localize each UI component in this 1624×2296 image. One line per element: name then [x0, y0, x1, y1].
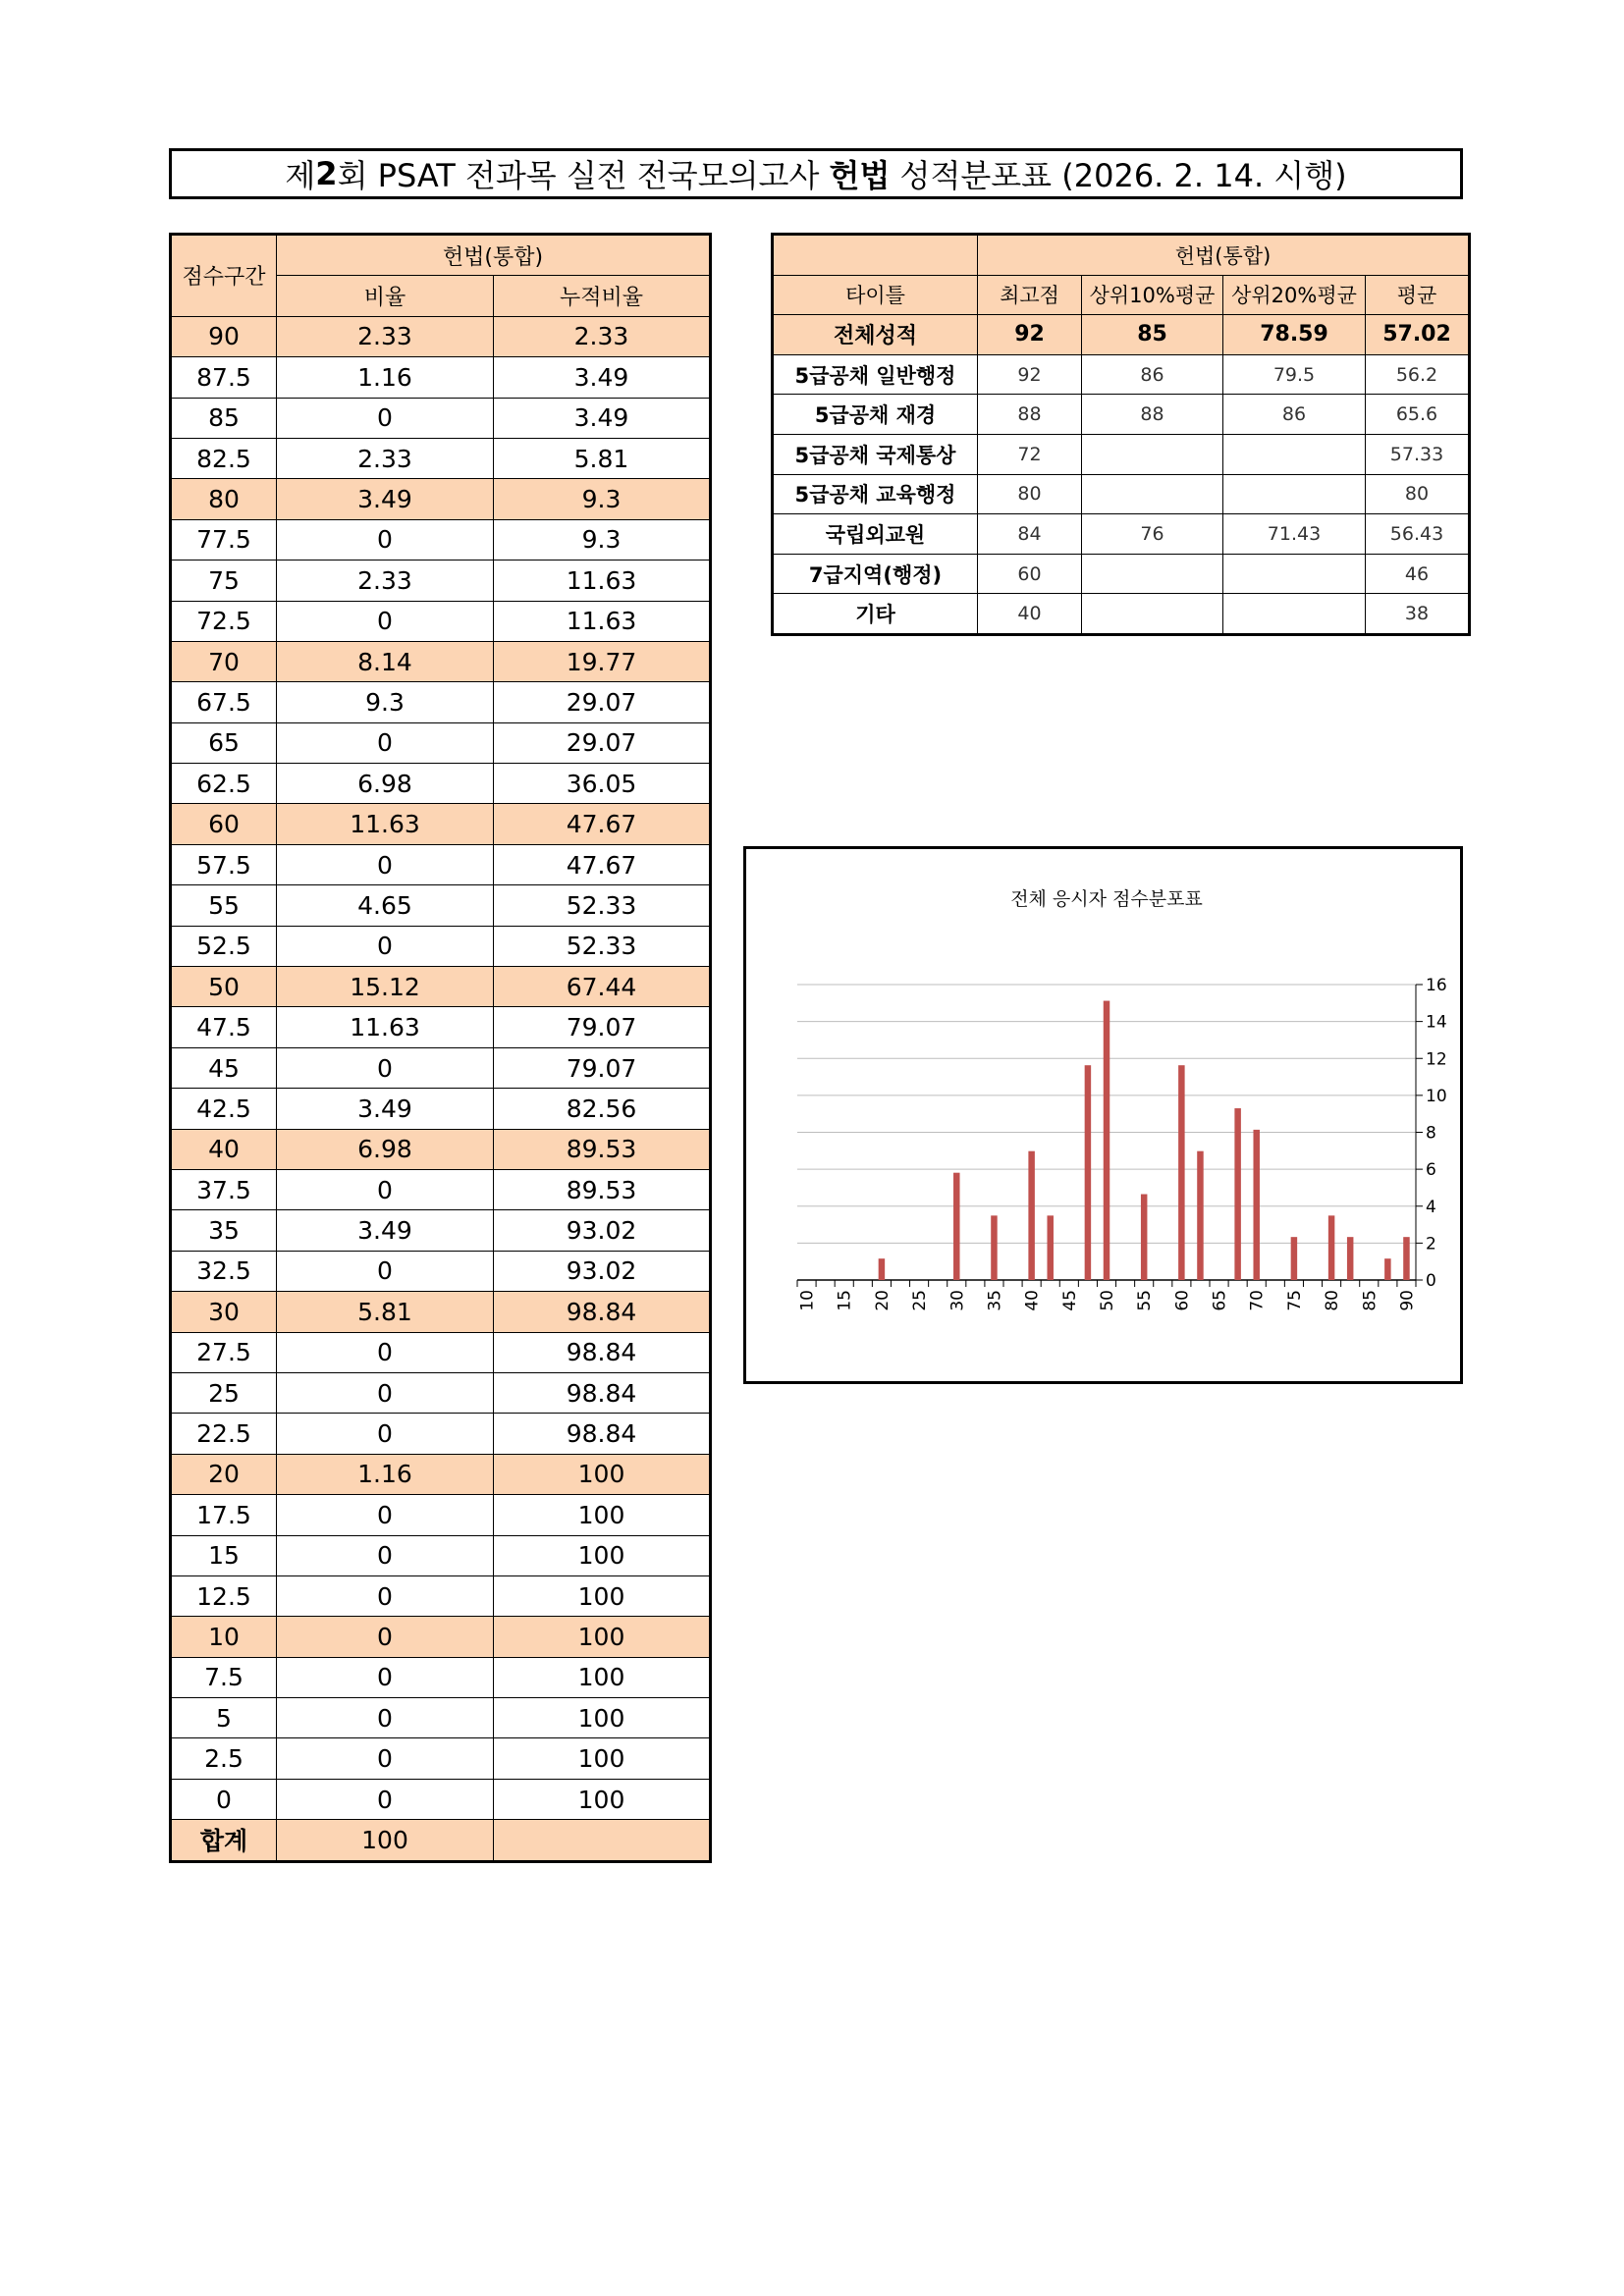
ratio-cell: 2.33	[277, 316, 494, 356]
score-cell: 90	[171, 316, 277, 356]
x-tick-label: 90	[1397, 1290, 1418, 1311]
ratio-cell: 8.14	[277, 641, 494, 681]
x-tick-label: 75	[1284, 1290, 1305, 1311]
summary-max-cell: 40	[978, 594, 1082, 635]
summary-top20-cell	[1223, 554, 1366, 594]
distribution-row	[171, 601, 711, 641]
summary-label-cell: 국립외교원	[773, 514, 978, 555]
distribution-row	[171, 926, 711, 966]
ratio-cell: 11.63	[277, 804, 494, 844]
cumulative-cell: 100	[494, 1617, 711, 1657]
score-cell: 22.5	[171, 1414, 277, 1454]
score-cell: 72.5	[171, 601, 277, 641]
cumulative-cell: 11.63	[494, 561, 711, 601]
score-cell: 37.5	[171, 1169, 277, 1209]
cumulative-cell: 93.02	[494, 1210, 711, 1251]
x-tick-label: 65	[1210, 1290, 1230, 1311]
ratio-cell: 0	[277, 601, 494, 641]
score-cell: 32.5	[171, 1251, 277, 1291]
bar	[953, 1173, 959, 1280]
ratio-cell: 2.33	[277, 438, 494, 478]
cumulative-cell: 98.84	[494, 1292, 711, 1332]
score-cell: 62.5	[171, 764, 277, 804]
summary-top20-cell: 71.43	[1223, 514, 1366, 555]
distribution-row	[171, 1617, 711, 1657]
ratio-cell: 5.81	[277, 1292, 494, 1332]
distribution-row	[171, 438, 711, 478]
bar	[1178, 1065, 1184, 1280]
x-tick-label: 15	[835, 1290, 855, 1311]
summary-top20-cell: 79.5	[1223, 354, 1366, 395]
score-cell: 40	[171, 1129, 277, 1169]
y-tick-label: 10	[1426, 1086, 1447, 1106]
ratio-cell: 0	[277, 1575, 494, 1616]
distribution-row	[171, 1779, 711, 1819]
cumulative-cell: 47.67	[494, 844, 711, 884]
bar	[879, 1258, 885, 1280]
distribution-row	[171, 357, 711, 398]
score-cell: 45	[171, 1047, 277, 1088]
chart-svg	[746, 849, 1460, 1381]
distribution-row	[171, 561, 711, 601]
summary-top10-cell	[1082, 434, 1223, 474]
summary-avg-cell: 57.33	[1366, 434, 1470, 474]
summary-row	[773, 554, 1470, 594]
ratio-cell: 0	[277, 1047, 494, 1088]
distribution-row	[171, 885, 711, 926]
ratio-cell: 15.12	[277, 967, 494, 1007]
cumulative-cell: 52.33	[494, 885, 711, 926]
ratio-cell: 6.98	[277, 1129, 494, 1169]
summary-top10-cell: 88	[1082, 395, 1223, 435]
bar	[1291, 1237, 1297, 1280]
cumulative-cell: 29.07	[494, 722, 711, 763]
score-cell: 60	[171, 804, 277, 844]
total-ratio-cell: 100	[277, 1820, 494, 1861]
ratio-cell: 0	[277, 1535, 494, 1575]
cumulative-cell: 98.84	[494, 1414, 711, 1454]
bar	[1253, 1130, 1259, 1280]
ratio-cell: 0	[277, 1617, 494, 1657]
summary-top20-cell	[1223, 474, 1366, 514]
distribution-row	[171, 844, 711, 884]
score-cell: 50	[171, 967, 277, 1007]
summary-group-row	[773, 235, 1470, 276]
distribution-total-row	[171, 1820, 711, 1861]
bar	[1384, 1258, 1390, 1280]
score-cell: 5	[171, 1698, 277, 1738]
summary-top20-cell: 86	[1223, 395, 1366, 435]
summary-avg-cell: 38	[1366, 594, 1470, 635]
ratio-cell: 0	[277, 1332, 494, 1372]
distribution-header-row	[171, 235, 711, 276]
summary-max-cell: 88	[978, 395, 1082, 435]
cumulative-cell: 98.84	[494, 1332, 711, 1372]
score-distribution-chart	[743, 846, 1463, 1384]
cumulative-cell: 79.07	[494, 1007, 711, 1047]
ratio-cell: 1.16	[277, 1454, 494, 1494]
cumulative-cell: 100	[494, 1779, 711, 1819]
ratio-cell: 6.98	[277, 764, 494, 804]
summary-top20-cell: 78.59	[1223, 315, 1366, 355]
y-tick-label: 6	[1426, 1160, 1436, 1181]
distribution-row	[171, 1575, 711, 1616]
summary-max-cell: 84	[978, 514, 1082, 555]
score-cell: 7.5	[171, 1657, 277, 1697]
cumulative-cell: 9.3	[494, 519, 711, 560]
score-cell: 30	[171, 1292, 277, 1332]
summary-top10-cell	[1082, 554, 1223, 594]
total-label-cell: 합계	[171, 1820, 277, 1861]
summary-label-cell: 7급지역(행정)	[773, 554, 978, 594]
ratio-cell: 1.16	[277, 357, 494, 398]
ratio-cell: 0	[277, 1495, 494, 1535]
cumulative-cell: 100	[494, 1454, 711, 1494]
summary-row	[773, 395, 1470, 435]
distribution-row	[171, 1129, 711, 1169]
distribution-row	[171, 641, 711, 681]
cumulative-cell: 93.02	[494, 1251, 711, 1291]
x-tick-label: 35	[985, 1290, 1005, 1311]
cumulative-cell: 29.07	[494, 682, 711, 722]
score-cell: 70	[171, 641, 277, 681]
distribution-row	[171, 1292, 711, 1332]
ratio-cell: 0	[277, 1657, 494, 1697]
summary-col-top20: 상위20%평균	[1223, 275, 1366, 315]
summary-col-top10: 상위10%평균	[1082, 275, 1223, 315]
ratio-cell: 4.65	[277, 885, 494, 926]
score-cell: 0	[171, 1779, 277, 1819]
bar	[1141, 1195, 1147, 1280]
score-cell: 27.5	[171, 1332, 277, 1372]
distribution-row	[171, 804, 711, 844]
cumulative-cell: 5.81	[494, 438, 711, 478]
distribution-row	[171, 1372, 711, 1413]
distribution-row	[171, 1738, 711, 1779]
summary-top10-cell	[1082, 594, 1223, 635]
cumulative-cell: 2.33	[494, 316, 711, 356]
distribution-row	[171, 1414, 711, 1454]
distribution-row	[171, 1698, 711, 1738]
distribution-row	[171, 1535, 711, 1575]
bar	[1028, 1151, 1034, 1280]
cumulative-cell: 100	[494, 1657, 711, 1697]
page-title	[169, 148, 1463, 199]
x-tick-label: 45	[1059, 1290, 1080, 1311]
cumulative-cell: 100	[494, 1575, 711, 1616]
score-cell: 52.5	[171, 926, 277, 966]
bar	[1234, 1108, 1240, 1280]
cumulative-cell: 89.53	[494, 1169, 711, 1209]
ratio-header: 비율	[277, 276, 494, 316]
x-tick-label: 25	[910, 1290, 931, 1311]
summary-row	[773, 354, 1470, 395]
ratio-cell: 0	[277, 1372, 494, 1413]
distribution-row	[171, 316, 711, 356]
ratio-cell: 0	[277, 722, 494, 763]
summary-max-cell: 92	[978, 315, 1082, 355]
summary-label-cell: 5급공채 일반행정	[773, 354, 978, 395]
title-prefix: 제	[285, 157, 316, 194]
cumulative-cell: 100	[494, 1738, 711, 1779]
score-cell: 12.5	[171, 1575, 277, 1616]
distribution-row	[171, 967, 711, 1007]
ratio-cell: 3.49	[277, 1089, 494, 1129]
ratio-cell: 0	[277, 1414, 494, 1454]
score-cell: 25	[171, 1372, 277, 1413]
ratio-cell: 0	[277, 1698, 494, 1738]
y-tick-label: 4	[1426, 1197, 1436, 1217]
distribution-row	[171, 519, 711, 560]
score-cell: 42.5	[171, 1089, 277, 1129]
distribution-row	[171, 764, 711, 804]
score-cell: 75	[171, 561, 277, 601]
bar	[1328, 1215, 1334, 1280]
distribution-row	[171, 1251, 711, 1291]
summary-avg-cell: 57.02	[1366, 315, 1470, 355]
ratio-cell: 0	[277, 398, 494, 438]
cumulative-cell: 100	[494, 1495, 711, 1535]
score-cell: 65	[171, 722, 277, 763]
summary-row	[773, 514, 1470, 555]
x-tick-label: 50	[1098, 1290, 1117, 1311]
score-cell: 17.5	[171, 1495, 277, 1535]
score-cell: 67.5	[171, 682, 277, 722]
cumulative-cell: 47.67	[494, 804, 711, 844]
range-header: 점수구간	[171, 235, 277, 317]
ratio-cell: 2.33	[277, 561, 494, 601]
score-cell: 35	[171, 1210, 277, 1251]
summary-row	[773, 474, 1470, 514]
cumulative-cell: 100	[494, 1698, 711, 1738]
distribution-row	[171, 1089, 711, 1129]
summary-label-cell: 5급공채 재경	[773, 395, 978, 435]
y-tick-label: 14	[1426, 1012, 1447, 1033]
x-tick-label: 80	[1323, 1290, 1343, 1311]
summary-corner	[773, 235, 978, 276]
ratio-cell: 0	[277, 1779, 494, 1819]
summary-top10-cell: 85	[1082, 315, 1223, 355]
x-tick-label: 60	[1172, 1290, 1193, 1311]
cumulative-cell: 9.3	[494, 479, 711, 519]
cumulative-cell: 82.56	[494, 1089, 711, 1129]
bar	[1085, 1065, 1091, 1280]
summary-col-avg: 평균	[1366, 275, 1470, 315]
cumulative-cell: 52.33	[494, 926, 711, 966]
cumulative-cell: 3.49	[494, 398, 711, 438]
score-cell: 2.5	[171, 1738, 277, 1779]
title-middle: 회 PSAT 전과목 실전 전국모의고사	[337, 157, 830, 194]
distribution-row	[171, 479, 711, 519]
summary-avg-cell: 56.2	[1366, 354, 1470, 395]
summary-columns-row	[773, 275, 1470, 315]
bar	[1104, 1001, 1110, 1280]
cumulative-cell: 11.63	[494, 601, 711, 641]
score-cell: 10	[171, 1617, 277, 1657]
cumulative-cell: 67.44	[494, 967, 711, 1007]
summary-top20-cell	[1223, 594, 1366, 635]
score-cell: 55	[171, 885, 277, 926]
score-cell: 15	[171, 1535, 277, 1575]
score-cell: 77.5	[171, 519, 277, 560]
distribution-row	[171, 1047, 711, 1088]
summary-label-cell: 전체성적	[773, 315, 978, 355]
distribution-row	[171, 682, 711, 722]
title-subject: 헌법	[829, 157, 891, 194]
summary-avg-cell: 56.43	[1366, 514, 1470, 555]
distribution-row	[171, 1169, 711, 1209]
chart-title: 전체 응시자 점수분포표	[1010, 888, 1203, 910]
distribution-row	[171, 1332, 711, 1372]
score-cell: 20	[171, 1454, 277, 1494]
y-tick-label: 8	[1426, 1123, 1436, 1144]
score-cell: 57.5	[171, 844, 277, 884]
bar	[1197, 1151, 1203, 1280]
bar	[1403, 1237, 1409, 1280]
summary-row	[773, 315, 1470, 355]
cumulative-cell: 36.05	[494, 764, 711, 804]
x-tick-label: 20	[872, 1290, 893, 1311]
summary-top20-cell	[1223, 434, 1366, 474]
summary-max-cell: 72	[978, 434, 1082, 474]
y-tick-label: 16	[1426, 976, 1447, 995]
cumulative-cell: 100	[494, 1535, 711, 1575]
summary-avg-cell: 65.6	[1366, 395, 1470, 435]
ratio-cell: 11.63	[277, 1007, 494, 1047]
summary-max-cell: 92	[978, 354, 1082, 395]
score-cell: 47.5	[171, 1007, 277, 1047]
x-tick-label: 55	[1135, 1290, 1156, 1311]
score-cell: 80	[171, 479, 277, 519]
x-tick-label: 40	[1022, 1290, 1043, 1311]
ratio-cell: 0	[277, 1738, 494, 1779]
distribution-row	[171, 1495, 711, 1535]
distribution-row	[171, 722, 711, 763]
distribution-row	[171, 1007, 711, 1047]
x-tick-label: 70	[1247, 1290, 1268, 1311]
cumulative-cell: 19.77	[494, 641, 711, 681]
ratio-cell: 0	[277, 1251, 494, 1291]
ratio-cell: 0	[277, 926, 494, 966]
ratio-cell: 0	[277, 519, 494, 560]
y-tick-label: 12	[1426, 1049, 1447, 1070]
summary-avg-cell: 46	[1366, 554, 1470, 594]
summary-row	[773, 594, 1470, 635]
score-cell: 82.5	[171, 438, 277, 478]
ratio-cell: 3.49	[277, 479, 494, 519]
cumulative-header: 누적비율	[494, 276, 711, 316]
summary-label-cell: 5급공채 교육행정	[773, 474, 978, 514]
total-cumulative-cell	[494, 1820, 711, 1861]
cumulative-cell: 89.53	[494, 1129, 711, 1169]
score-cell: 87.5	[171, 357, 277, 398]
x-tick-label: 85	[1360, 1290, 1380, 1311]
summary-max-cell: 60	[978, 554, 1082, 594]
distribution-row	[171, 1210, 711, 1251]
x-tick-label: 10	[797, 1290, 818, 1311]
score-cell: 85	[171, 398, 277, 438]
summary-col-title: 타이틀	[773, 275, 978, 315]
summary-label-cell: 5급공채 국제통상	[773, 434, 978, 474]
distribution-group-header: 헌법(통합)	[277, 235, 711, 276]
summary-top10-cell: 76	[1082, 514, 1223, 555]
distribution-row	[171, 398, 711, 438]
ratio-cell: 9.3	[277, 682, 494, 722]
summary-label-cell: 기타	[773, 594, 978, 635]
summary-avg-cell: 80	[1366, 474, 1470, 514]
summary-table	[771, 233, 1471, 636]
score-distribution-table	[169, 233, 712, 1863]
x-tick-label: 30	[947, 1290, 968, 1311]
summary-max-cell: 80	[978, 474, 1082, 514]
ratio-cell: 0	[277, 844, 494, 884]
bar	[991, 1215, 997, 1280]
summary-group-header: 헌법(통합)	[978, 235, 1470, 276]
cumulative-cell: 3.49	[494, 357, 711, 398]
distribution-row	[171, 1454, 711, 1494]
summary-row	[773, 434, 1470, 474]
cumulative-cell: 79.07	[494, 1047, 711, 1088]
distribution-row	[171, 1657, 711, 1697]
summary-top10-cell	[1082, 474, 1223, 514]
cumulative-cell: 98.84	[494, 1372, 711, 1413]
y-tick-label: 0	[1426, 1271, 1436, 1291]
summary-top10-cell: 86	[1082, 354, 1223, 395]
title-number: 2	[315, 155, 338, 192]
summary-col-max: 최고점	[978, 275, 1082, 315]
ratio-cell: 3.49	[277, 1210, 494, 1251]
bar	[1347, 1237, 1353, 1280]
y-tick-label: 2	[1426, 1234, 1436, 1255]
title-suffix: 성적분포표 (2026. 2. 14. 시행)	[890, 157, 1347, 194]
bar	[1047, 1215, 1053, 1280]
ratio-cell: 0	[277, 1169, 494, 1209]
